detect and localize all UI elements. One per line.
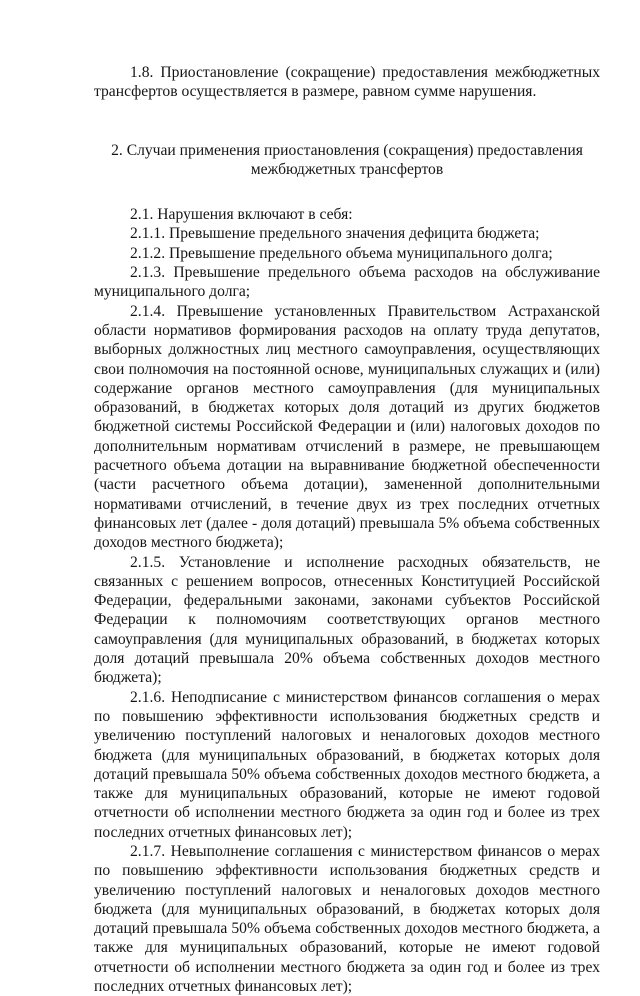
paragraph-2-1: 2.1. Нарушения включают в себя: xyxy=(130,206,353,224)
paragraph-2-1-2: 2.1.2. Превышение предельного объема муниципального долга; xyxy=(130,244,553,262)
spacer xyxy=(94,179,600,205)
paragraph-2-1-1: 2.1.1. Превышение предельного значения дефицита бюджета; xyxy=(130,225,540,243)
paragraph-2-1-5: 2.1.5. Установление и исполнение расходных обязательств, не связанных с решением вопросов, отнесенных Конституцией Российской Федерации, федеральными законами, законами субъектов Российской Федерации к полномочиям соответствующих органов местного самоуправления (для муниципальных образований, в бюджетах которых доля дотаций превышала 20% объема собственных доходов местного бюджета); xyxy=(94,553,600,687)
section-2-heading: 2. Случаи применения приостановления (сокращения) предоставления межбюджетных трансфертов xyxy=(111,141,583,178)
paragraph-1-8: 1.8. Приостановление (сокращение) предоставления межбюджетных трансфертов осуществляется в размере, равном сумме нарушения. xyxy=(94,64,600,101)
spacer xyxy=(94,102,600,141)
document-body xyxy=(94,63,600,996)
paragraph-2-1-6: 2.1.6. Неподписание с министерством финансов соглашения о мерах по повышению эффективности использования бюджетных средств и увеличению поступлений налоговых и неналоговых доходов местного бюджета (для муниципальных образований, в бюджетах которых доля дотаций превышала 50% объема собственных доходов местного бюджета, а также для муниципальных образований, которые не имеют годовой отчетности об исполнении местного бюджета за один год и более из трех последних отчетных финансовых лет); xyxy=(94,688,600,841)
paragraph-2-1-3: 2.1.3. Превышение предельного объема расходов на обслуживание муниципального долга; xyxy=(94,264,600,301)
paragraph-2-1-7: 2.1.7. Невыполнение соглашения с министерством финансов о мерах по повышению эффективности использования бюджетных средств и увеличению поступлений налоговых и неналоговых доходов местного бюджета (для муниципальных образований, в бюджетах которых доля дотаций превышала 50% объема собственных доходов местного бюджета, а также для муниципальных образований, которые не имеют годовой отчетности об исполнении местного бюджета за один год и более из трех последних отчетных финансовых лет); xyxy=(94,842,600,996)
paragraph-2-1-4: 2.1.4. Превышение установленных Правительством Астраханской области нормативов формирования расходов на оплату труда депутатов, выборных должностных лиц местного самоуправления, осуществляющих свои полномочия на постоянной основе, муниципальных служащих и (или) содержание органов местного самоуправления (для муниципальных образований, в бюджетах которых доля дотаций из других бюджетов бюджетной системы Российской Федерации и (или) налоговых доходов по дополнительным нормативам отчислений в размере, не превышающем расчетного объема дотации на выравнивание бюджетной обеспеченности (части расчетного объема дотации), замененной дополнительными нормативами отчислений, в течение двух из трех последних отчетных финансовых лет (далее - доля дотаций) превышала 5% объема собственных доходов местного бюджета); xyxy=(94,302,600,552)
